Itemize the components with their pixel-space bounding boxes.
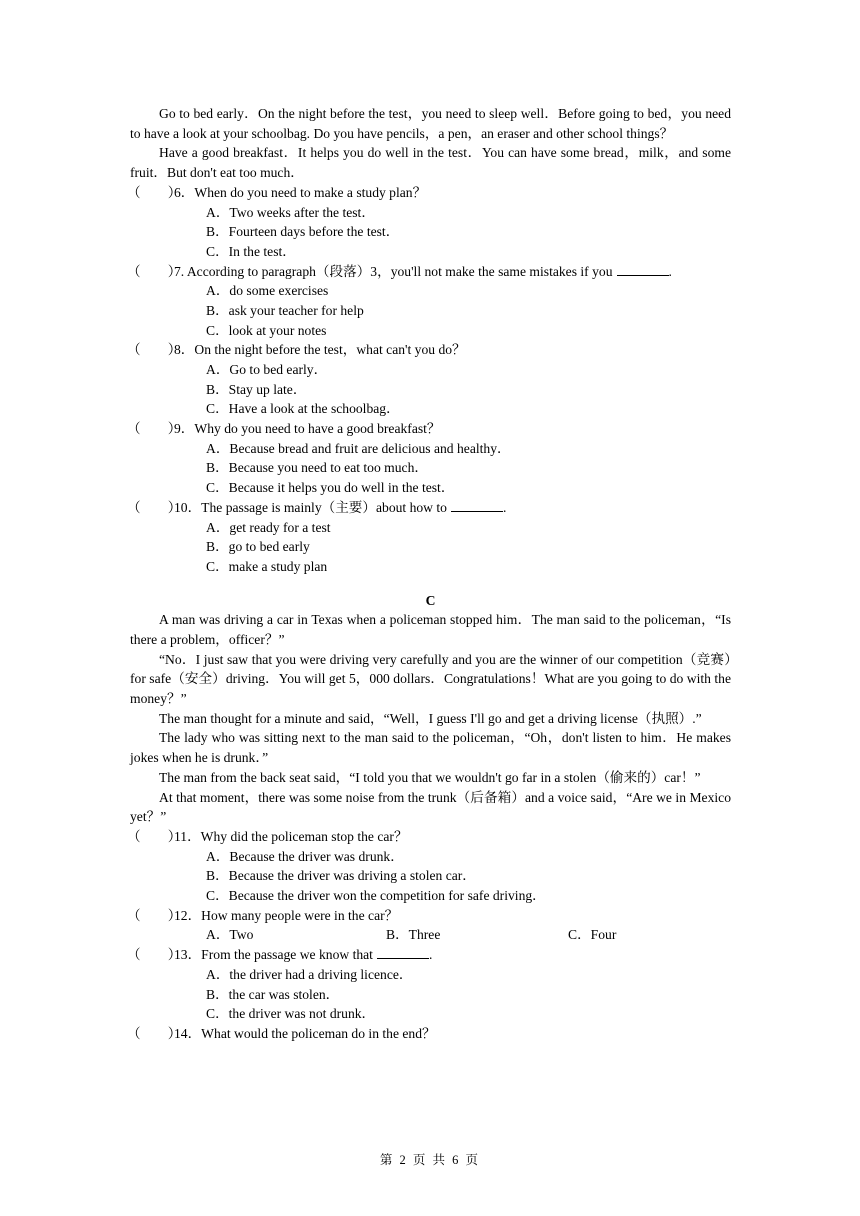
answer-bracket: （ ）	[127, 907, 182, 923]
answer-bracket: （ ）	[127, 184, 182, 200]
section-c-passage	[130, 610, 731, 827]
question-text	[174, 1024, 436, 1044]
question-text	[174, 340, 466, 360]
story-paragraph: A man was driving a car in Texas when a policeman stopped him．The man said to the policeman，“Is there a problem，officer？”	[130, 612, 731, 647]
question-stem: 8．On the night before the test，what can't you do？	[174, 342, 466, 358]
answer-option: A．Two	[206, 927, 254, 943]
answer-option: C．In the test．	[206, 243, 296, 259]
question	[127, 262, 731, 282]
question-end: .	[428, 947, 433, 963]
story-paragraph: At that moment，there was some noise from the trunk（后备箱）and a voice said，“Are we in Mexico yet？”	[130, 789, 731, 825]
answer-bracket: （ ）	[127, 947, 182, 963]
answer-option: A．Go to bed early．	[206, 362, 328, 377]
answer-option: C．Have a look at the schoolbag．	[206, 401, 400, 417]
question-end: .	[668, 263, 672, 279]
answer-option: A．Because bread and fruit are delicious and healthy．	[206, 440, 511, 456]
answer-option: A．do some exercises	[206, 283, 329, 299]
question-text	[174, 827, 408, 847]
question	[127, 419, 731, 439]
page-content	[127, 104, 731, 1044]
question	[127, 827, 731, 847]
question-text	[174, 945, 432, 965]
answer-option: C．the driver was not drunk．	[206, 1006, 376, 1022]
question-stem: 11．Why did the policeman stop the car？	[174, 829, 408, 844]
answer-option: A．Because the driver was drunk．	[206, 848, 404, 864]
answer-option: A．the driver had a driving licence．	[206, 966, 413, 982]
question-text	[174, 419, 441, 439]
questions-section-c	[127, 827, 731, 1044]
answer-option: B．Stay up late．	[206, 381, 307, 397]
paragraph-bed: Go to bed early．On the night before the test，you need to sleep well．Before going to bed，you need to have a look at your schoolbag. Do you have pencils，a pen，an eraser and other school things？	[130, 106, 731, 141]
fill-blank	[377, 946, 429, 959]
answer-option: C．Because it helps you do well in the test．	[206, 480, 455, 496]
story-paragraph: The lady who was sitting next to the man said to the policeman，“Oh，don't listen to him．He makes jokes when he is drunk．”	[130, 730, 731, 766]
answer-option: C．Four	[568, 927, 617, 943]
question-stem: 12．How many people were in the car？	[174, 907, 399, 923]
answer-option: A．get ready for a test	[206, 519, 331, 535]
answer-option: B．Because the driver was driving a stolen car．	[206, 868, 476, 884]
page-footer: 第 2 页 共 6 页	[379, 1153, 481, 1167]
answer-option: A．Two weeks after the test．	[206, 204, 375, 220]
answer-bracket: （ ）	[127, 263, 182, 279]
questions-section-b	[127, 183, 731, 577]
question-stem: 9．Why do you need to have a good breakfast？	[174, 421, 441, 437]
question-stem: 10．The passage is mainly（主要）about how to	[174, 499, 447, 515]
answer-bracket: （ ）	[127, 421, 182, 437]
question-end: .	[502, 499, 507, 515]
question-text	[174, 262, 672, 282]
inline-options	[130, 925, 731, 945]
answer-option: B．Three	[386, 927, 441, 943]
section-c-heading: C	[425, 592, 436, 608]
answer-bracket: （ ）	[127, 342, 182, 358]
answer-option: C．make a study plan	[206, 558, 328, 574]
question-text	[174, 498, 506, 518]
question-stem: 6．When do you need to make a study plan？	[174, 184, 427, 200]
story-paragraph: The man thought for a minute and said，“Well，I guess I'll go and get a driving license（执照）.”	[159, 710, 702, 726]
fill-blank	[451, 499, 503, 512]
answer-bracket: （ ）	[127, 829, 182, 844]
question-stem: 14．What would the policeman do in the end？	[174, 1025, 436, 1041]
question	[127, 498, 731, 518]
answer-bracket: （ ）	[127, 499, 182, 515]
question	[127, 183, 731, 203]
question	[127, 906, 731, 926]
answer-option: C．look at your notes	[206, 322, 327, 338]
story-paragraph: The man from the back seat said，“I told you that we wouldn't go far in a stolen（偷来的）car！”	[159, 769, 701, 785]
answer-option: B．go to bed early	[206, 539, 310, 555]
question	[127, 945, 731, 965]
question	[127, 340, 731, 360]
question-text	[174, 906, 398, 926]
answer-bracket: （ ）	[127, 1025, 182, 1041]
answer-option: B．the car was stolen．	[206, 986, 340, 1002]
question-stem: 7. According to paragraph（段落）3，you'll not make the same mistakes if you	[174, 263, 613, 279]
paragraph-breakfast: Have a good breakfast．It helps you do well in the test．You can have some bread，milk，and some fruit．But don't eat too much．	[130, 145, 731, 181]
question-text	[174, 183, 426, 203]
answer-option: B．Fourteen days before the test．	[206, 224, 400, 240]
fill-blank	[617, 263, 669, 276]
answer-option: B．ask your teacher for help	[206, 302, 364, 318]
answer-option: B．Because you need to eat too much．	[206, 460, 428, 476]
question-stem: 13．From the passage we know that	[174, 947, 373, 963]
answer-option: C．Because the driver won the competition for safe driving．	[206, 888, 546, 904]
question	[127, 1024, 731, 1044]
story-paragraph: “No．I just saw that you were driving very carefully and you are the winner of our competition（竞赛）for safe（安全）driving．You will get 5，000 dollars．Congratulations！What are you going to do with the money？”	[130, 651, 731, 707]
